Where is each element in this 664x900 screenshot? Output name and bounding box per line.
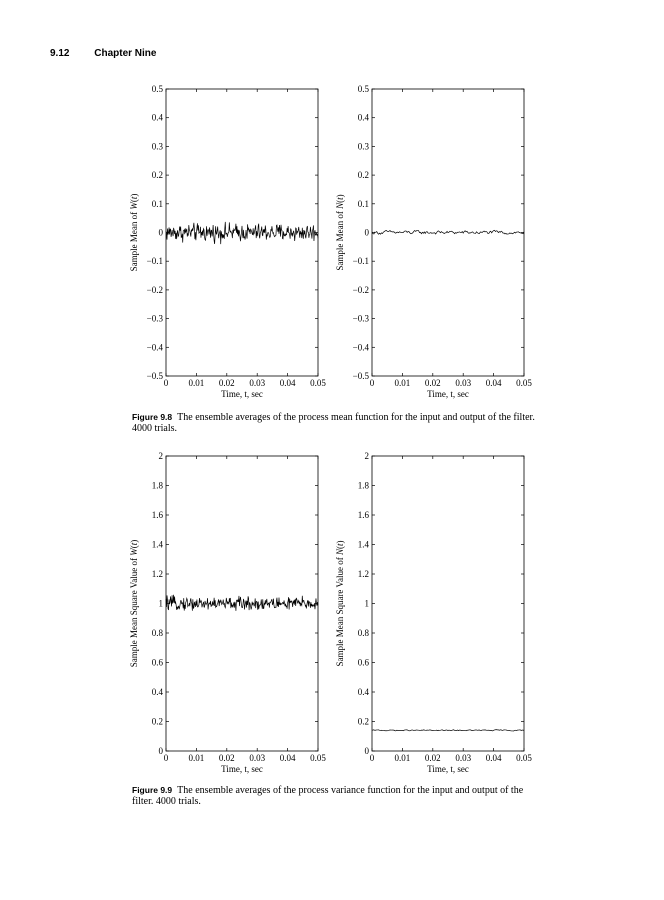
y-tick-label: 1.8 <box>151 480 163 491</box>
x-tick-label: 0.02 <box>424 378 441 388</box>
x-tick-label: 0.02 <box>424 753 441 763</box>
y-axis-label: Sample Mean Square Value of N(t) <box>335 540 345 667</box>
y-tick-label: 0.3 <box>151 141 163 152</box>
y-tick-label: 0.4 <box>151 687 163 697</box>
y-tick-label: 0.2 <box>357 716 369 727</box>
y-tick-label: −0.5 <box>352 371 369 381</box>
series-line <box>166 222 318 244</box>
y-tick-label: 0.2 <box>151 170 163 181</box>
figure-9-8-text: The ensemble averages of the process mean function for the input and output of the filter. 4000 trials. <box>132 412 535 434</box>
x-tick-label: 0.03 <box>455 378 472 388</box>
y-tick-label: 0 <box>158 746 163 756</box>
series-line <box>166 595 318 611</box>
y-axis-label: Sample Mean of N(t) <box>335 194 345 271</box>
y-tick-label: 0.3 <box>357 141 369 152</box>
x-axis-label: Time, t, sec <box>221 764 263 774</box>
y-tick-label: −0.1 <box>146 256 163 267</box>
y-tick-label: 2 <box>158 451 163 461</box>
x-axis-label: Time, t, sec <box>221 389 263 399</box>
chart-mean-n <box>326 84 536 404</box>
x-tick-label: 0 <box>369 753 375 763</box>
figure-9-9-caption <box>132 785 542 807</box>
y-tick-label: 1.6 <box>357 510 369 520</box>
y-tick-label: 0.8 <box>151 628 163 638</box>
x-tick-label: 0.05 <box>310 378 326 388</box>
y-tick-label: −0.3 <box>146 313 163 324</box>
y-tick-label: 0 <box>364 746 369 756</box>
y-tick-label: 0.2 <box>151 716 163 727</box>
y-tick-label: −0.2 <box>352 284 369 295</box>
y-tick-label: 0.8 <box>357 628 369 638</box>
y-tick-label: 1.2 <box>357 569 369 579</box>
figure-9-8-caption <box>132 412 542 434</box>
y-tick-label: 0.4 <box>357 687 369 697</box>
x-tick-label: 0 <box>369 378 375 388</box>
series-line <box>372 730 524 731</box>
y-tick-label: 0.1 <box>357 198 369 209</box>
figure-9-9-text: The ensemble averages of the process variance function for the input and output of the filter. 4000 trials. <box>132 785 524 807</box>
y-tick-label: 0.4 <box>357 112 369 123</box>
y-tick-label: 2 <box>364 451 369 461</box>
page-header <box>50 48 156 59</box>
y-tick-label: −0.5 <box>146 371 163 381</box>
x-tick-label: 0.02 <box>218 753 235 763</box>
y-tick-label: 1.6 <box>151 510 163 520</box>
y-tick-label: 0.5 <box>357 84 369 94</box>
x-tick-label: 0.05 <box>516 753 532 763</box>
y-tick-label: 0.2 <box>357 170 369 181</box>
x-tick-label: 0.04 <box>279 378 296 388</box>
x-tick-label: 0 <box>163 753 169 763</box>
y-tick-label: 1.4 <box>357 539 369 550</box>
y-tick-label: 1.4 <box>151 539 163 550</box>
y-tick-label: 0 <box>364 227 369 238</box>
y-tick-label: 1 <box>158 598 163 609</box>
x-tick-label: 0 <box>163 378 169 388</box>
figure-9-8-label: Figure 9.8 <box>132 412 173 422</box>
y-tick-label: 1.2 <box>151 569 163 579</box>
x-tick-label: 0.01 <box>188 753 205 763</box>
y-tick-label: −0.4 <box>146 342 163 353</box>
x-tick-label: 0.02 <box>218 378 235 388</box>
chart-meansq-n <box>326 451 536 779</box>
y-tick-label: 0.6 <box>357 657 369 668</box>
x-tick-label: 0.05 <box>310 753 326 763</box>
plot-frame <box>372 456 524 751</box>
figure-9-9-label: Figure 9.9 <box>132 785 173 795</box>
y-axis-label: Sample Mean Square Value of W(t) <box>129 539 139 668</box>
x-tick-label: 0.04 <box>485 378 502 388</box>
x-tick-label: 0.01 <box>188 378 205 388</box>
y-tick-label: 0 <box>158 227 163 238</box>
x-tick-label: 0.01 <box>394 378 411 388</box>
y-tick-label: 0.1 <box>151 198 163 209</box>
x-tick-label: 0.04 <box>485 753 502 763</box>
x-axis-label: Time, t, sec <box>427 389 469 399</box>
chapter-title: Chapter Nine <box>94 48 157 59</box>
y-axis-label: Sample Mean of W(t) <box>129 193 139 272</box>
x-axis-label: Time, t, sec <box>427 764 469 774</box>
x-tick-label: 0.03 <box>249 378 266 388</box>
y-tick-label: −0.2 <box>146 284 163 295</box>
x-tick-label: 0.03 <box>249 753 266 763</box>
series-line <box>372 230 524 234</box>
y-tick-label: 0.4 <box>151 112 163 123</box>
y-tick-label: 0.6 <box>151 657 163 668</box>
x-tick-label: 0.03 <box>455 753 472 763</box>
chart-mean-w <box>120 84 330 404</box>
y-tick-label: −0.3 <box>352 313 369 324</box>
y-tick-label: 1 <box>364 598 369 609</box>
chart-meansq-w <box>120 451 330 779</box>
y-tick-label: 1.8 <box>357 480 369 491</box>
y-tick-label: −0.4 <box>352 342 369 353</box>
x-tick-label: 0.01 <box>394 753 411 763</box>
page-number: 9.12 <box>50 48 70 59</box>
x-tick-label: 0.05 <box>516 378 532 388</box>
y-tick-label: −0.1 <box>352 256 369 267</box>
y-tick-label: 0.5 <box>151 84 163 94</box>
x-tick-label: 0.04 <box>279 753 296 763</box>
